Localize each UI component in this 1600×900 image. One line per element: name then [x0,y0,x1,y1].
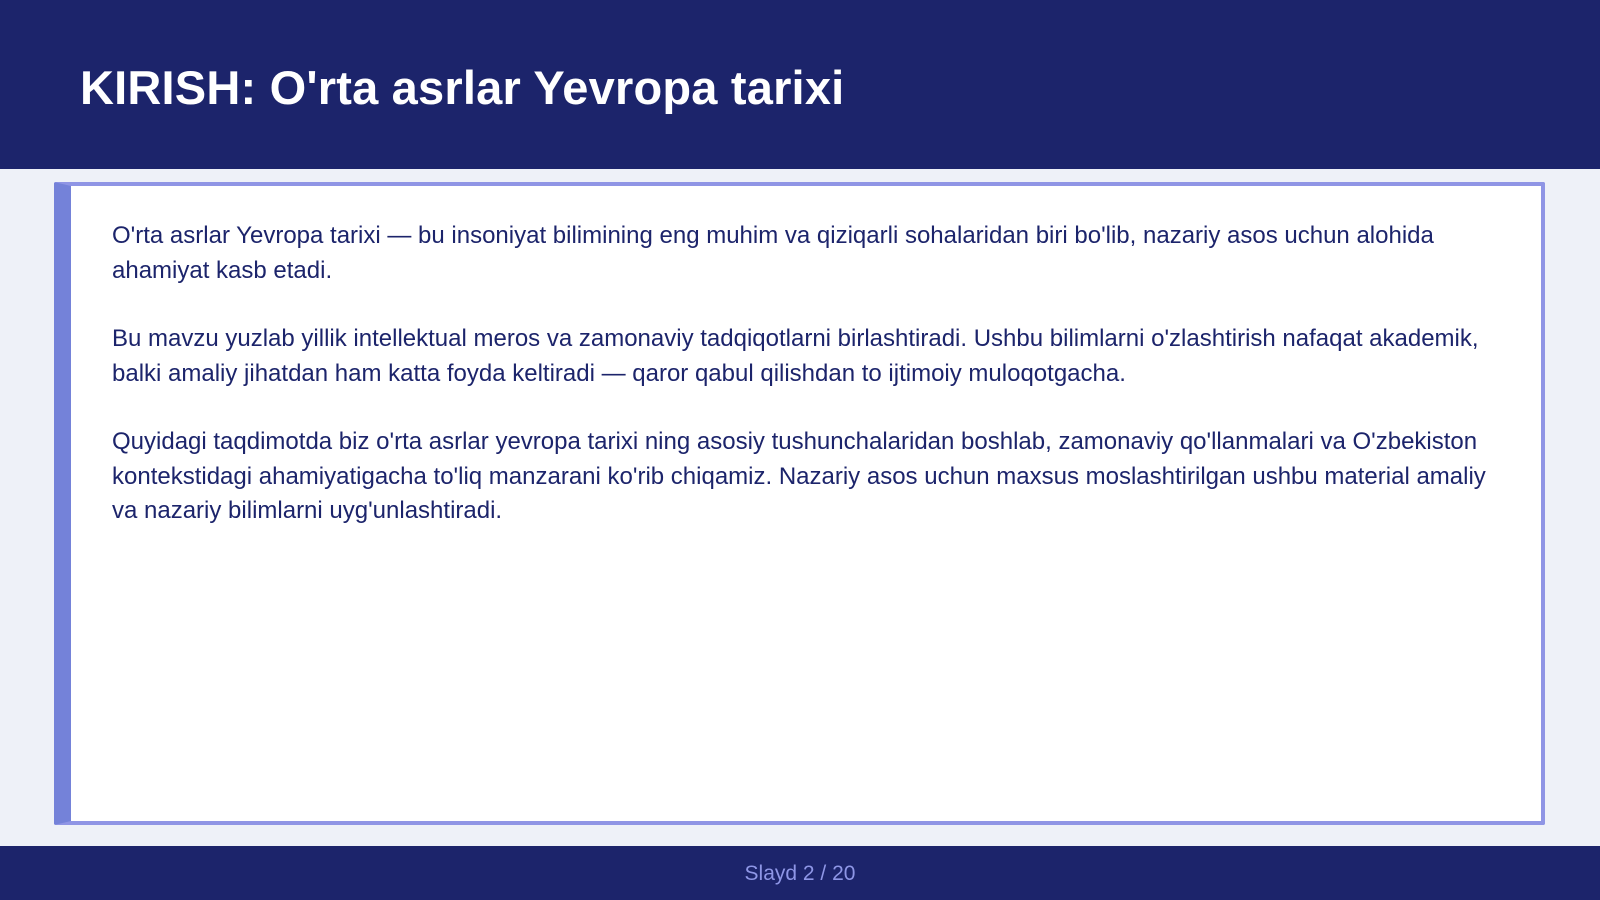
slide-body [112,219,1502,563]
presentation-paragraph: Quyidagi taqdimotda biz o'rta asrlar yevropa tarixi ning asosiy tushunchalaridan boshlab, zamonaviy qo'llanmalari va O'zbekiston kontekstidagi ahamiyatigacha to'liq manzarani ko'rib chiqamiz. Nazariy asos uchun maxsus moslashtirilgan ushbu material amaliy va nazariy bilimlarni uyg'unlashtiradi. [112,428,1486,524]
content-card [54,182,1545,825]
slide-header [0,0,1600,169]
heritage-paragraph: Bu mavzu yuzlab yillik intellektual meros va zamonaviy tadqiqotlarni birlashtiradi. Ushbu bilimlarni o'zlashtirish nafaqat akademik, balki amaliy jihatdan ham katta foyda keltiradi — qaror qabul qilishdan to ijtimoiy muloqotgacha. [112,325,1479,387]
slide-title: KIRISH: O'rta asrlar Yevropa tarixi [80,61,845,114]
slide-counter: Slayd 2 / 20 [744,862,856,885]
intro-paragraph: O'rta asrlar Yevropa tarixi — bu insoniyat bilimining eng muhim va qiziqarli sohalaridan biri bo'lib, nazariy asos uchun alohida ahamiyat kasb etadi. [112,222,1434,284]
slide-footer [0,846,1600,900]
